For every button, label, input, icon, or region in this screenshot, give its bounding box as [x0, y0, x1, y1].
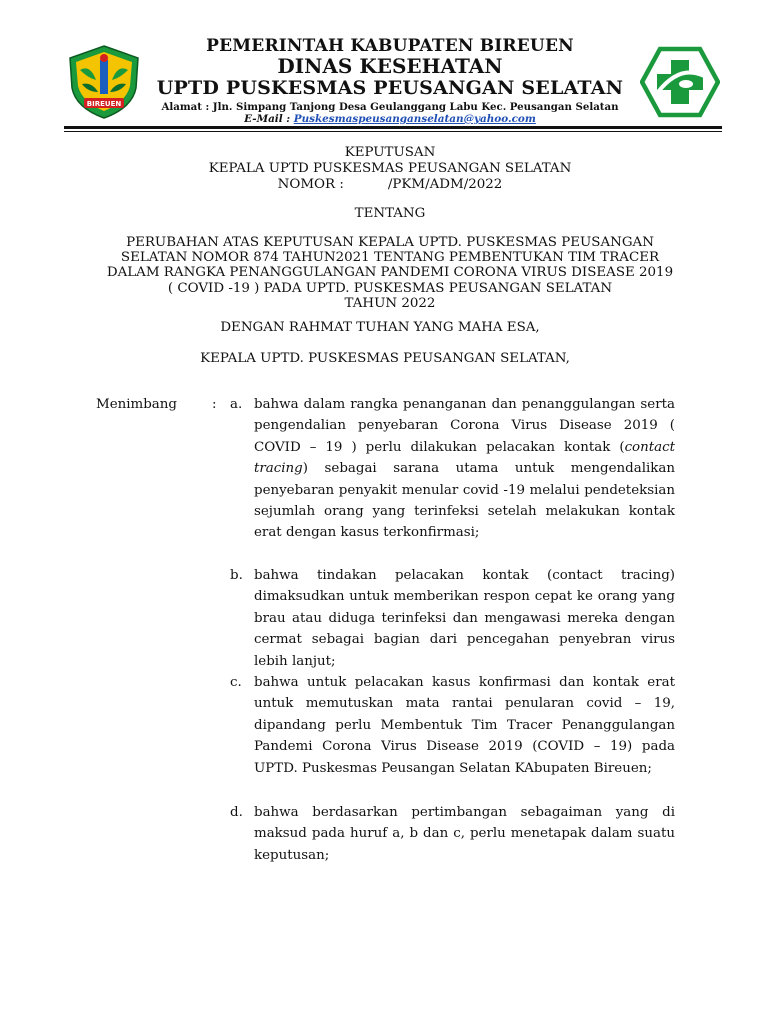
menimbang-item-b: [230, 565, 675, 672]
letterhead-email-line: [145, 113, 635, 125]
decree-heading: [60, 145, 720, 193]
menimbang-colon: :: [212, 397, 217, 412]
decree-kepala-signatory: KEPALA UPTD. PUSKESMAS PEUSANGAN SELATAN,: [200, 351, 570, 366]
item-marker: b.: [230, 568, 243, 583]
item-text-italic: contact tracing: [254, 439, 675, 477]
logo-caption: BIREUEN: [86, 100, 122, 108]
letterhead-address: Alamat : Jln. Simpang Tanjong Desa Geulanggang Labu Kec. Peusangan Selatan: [161, 101, 619, 113]
item-marker: c.: [230, 675, 242, 690]
letterhead-agency: DINAS KESEHATAN: [277, 54, 503, 78]
decree-kepala: KEPALA UPTD PUSKESMAS PEUSANGAN SELATAN: [208, 161, 572, 176]
decree-rahmat: DENGAN RAHMAT TUHAN YANG MAHA ESA,: [220, 320, 540, 335]
menimbang-item-c: [230, 672, 675, 779]
decree-number-value: /PKM/ADM/2022: [387, 177, 503, 192]
subject-line: PERUBAHAN ATAS KEPUTUSAN KEPALA UPTD. PUSKESMAS PEUSANGAN: [126, 235, 654, 250]
item-text-part: ) sebagai sarana utama untuk mengendalikan penyebaran penyakit menular covid -19 melalui pendeteksian sejumlah orang yang terinfeksi setelah melakukan kontak erat dengan kasus terkonfirmasi;: [254, 461, 675, 541]
item-marker: d.: [230, 805, 243, 820]
letterhead-rule-thin: [64, 131, 722, 132]
subject-line: SELATAN NOMOR 874 TAHUN2021 TENTANG PEMBENTUKAN TIM TRACER: [120, 250, 660, 266]
subject-line: DALAM RANGKA PENANGGULANGAN PANDEMI CORONA VIRUS DISEASE 2019: [106, 265, 674, 281]
item-text-part: bahwa dalam rangka penanganan dan penanggulangan serta pengendalian penyebaran Corona Virus Disease 2019 ( COVID – 19 ) perlu dilakukan pelacakan kontak (: [254, 397, 675, 455]
letterhead-unit: UPTD PUSKESMAS PEUSANGAN SELATAN: [156, 77, 624, 99]
decree-tentang: TENTANG: [354, 206, 426, 221]
menimbang-label: Menimbang: [96, 397, 177, 412]
decree-subject: [60, 235, 720, 311]
letterhead-rule-thick: [64, 126, 722, 129]
email-label: E-Mail :: [244, 113, 294, 125]
item-text: bahwa tindakan pelacakan kontak (contact tracing) dimaksudkan untuk memberikan respon cepat ke orang yang brau atau diduga terinfeksi dan mengawasi mereka dengan cermat sebagai bagian dari pencegahan penyebran virus lebih lanjut;: [254, 568, 675, 669]
item-text: bahwa untuk pelacakan kasus konfirmasi dan kontak erat untuk memutuskan mata rantai penularan covid – 19, dipandang perlu Membentuk Tim Tracer Penanggulangan Pandemi Corona Virus Disease 2019 (COVID – 19) pada UPTD. Puskesmas Peusangan Selatan KAbupaten Bireuen;: [254, 675, 675, 776]
decree-number: [278, 177, 503, 193]
menimbang-item-d: [230, 802, 675, 866]
puskesmas-logo-icon: [640, 46, 720, 118]
subject-line: TAHUN 2022: [344, 295, 436, 311]
item-text: bahwa berdasarkan pertimbangan sebagaiman yang di maksud pada huruf a, b dan c, perlu menetapak dalam suatu keputusan;: [254, 805, 675, 863]
subject-line: ( COVID -19 ) PADA UPTD. PUSKESMAS PEUSANGAN SELATAN: [167, 280, 613, 296]
item-marker: a.: [230, 397, 243, 412]
email-link[interactable]: Puskesmaspeusanganselatan@yahoo.com: [293, 113, 536, 125]
menimbang-item-a: [230, 394, 675, 544]
decree-number-label: NOMOR :: [277, 177, 344, 192]
bireuen-regency-logo-icon: [66, 44, 142, 120]
item-text: [254, 394, 675, 544]
letterhead: [145, 36, 635, 125]
decree-keputusan: KEPUTUSAN: [344, 145, 436, 160]
letterhead-government: PEMERINTAH KABUPATEN BIREUEN: [206, 36, 574, 56]
